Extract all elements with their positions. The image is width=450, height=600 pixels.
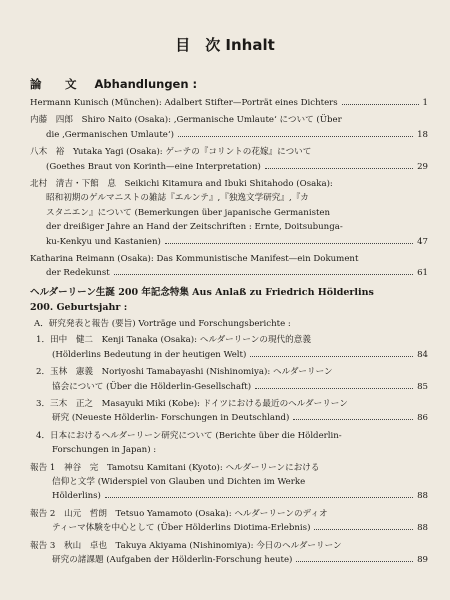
toc-entry: [30, 397, 428, 426]
page-number: 84: [417, 349, 428, 360]
page-title: 目 次 Inhalt: [175, 36, 275, 54]
leader-dots: [178, 136, 413, 137]
toc-entry-text: 2．玉林 憲義 Noriyoshi Tamabayashi (Nishinomiya): ヘルダーリーン: [36, 367, 333, 378]
toc-entry-text: die ‚Germanischen Umlaute‘): [46, 129, 174, 140]
table-of-contents: [30, 70, 428, 570]
page-number: 85: [417, 381, 428, 392]
special-section-heading: [30, 285, 428, 315]
page-number: 86: [417, 413, 428, 424]
toc-entry: [30, 96, 428, 110]
section-title: Abhandlungen :: [94, 77, 198, 91]
toc-entry-text: 報告 3 秋山 卓也 Takuya Akiyama (Nishinomiya): 今日のヘルダーリーン: [30, 540, 342, 551]
toc-entry-line: [30, 489, 428, 503]
toc-entry-line: [36, 411, 428, 425]
page-number: 89: [417, 554, 428, 565]
toc-entry-line: [30, 521, 428, 535]
toc-entry-text: 報告 2 山元 哲朗 Tetsuo Yamamoto (Osaka): ヘルダーリーンのディオ: [30, 508, 328, 519]
toc-entry-text: 内藤 四郎 Shiro Naito (Osaka): ‚Germanische Umlaute‘ について (Über: [30, 115, 342, 126]
toc-entry: [30, 333, 428, 362]
toc-entry-text: 報告 1 神谷 完 Tamotsu Kamitani (Kyoto): ヘルダーリーンにおける: [30, 462, 320, 473]
toc-entry-text: スタニエン』について (Bemerkungen über japanische Germanisten: [46, 207, 331, 218]
leader-dots: [255, 388, 413, 389]
toc-entry: [30, 177, 428, 249]
leader-dots: [114, 274, 413, 275]
leader-dots: [296, 561, 413, 562]
toc-entry: [30, 539, 428, 568]
section-heading-abhandlungen: [30, 75, 428, 93]
page-number: 1: [422, 98, 428, 108]
toc-entry-text: 協会について (Über die Hölderlin-Gesellschaft): [52, 381, 252, 392]
leader-dots: [250, 356, 413, 357]
toc-entry-text: Hermann Kunisch (München): Adalbert Stifter—Porträt eines Dichters: [30, 98, 338, 108]
toc-entry: [30, 252, 428, 281]
toc-entry-text: 3．三木 正之 Masayuki Miki (Kobe): ドイツにおける最近のヘルダーリーン: [36, 398, 348, 409]
toc-entry-line: [30, 553, 428, 567]
toc-entry: [30, 507, 428, 536]
toc-entry-text: 1．田中 健二 Kenji Tanaka (Osaka): ヘルダーリーンの現代的意義: [36, 335, 311, 346]
leader-dots: [293, 419, 413, 420]
toc-entry-text: (Goethes Braut von Korinth—eine Interpretation): [46, 161, 261, 172]
toc-entry-text: (Hölderlins Bedeutung in der heutigen Welt): [52, 349, 247, 360]
leader-dots: [314, 529, 413, 530]
toc-entry: [30, 461, 428, 504]
toc-entry-text: ティーマ体験を中心として (Über Hölderlins Diotima-Erlebnis): [52, 523, 311, 534]
leader-dots: [342, 104, 419, 105]
toc-entry-line: [30, 266, 428, 280]
toc-entry-line: [36, 348, 428, 362]
toc-entry-line: [30, 128, 428, 142]
toc-entry: [30, 145, 428, 174]
toc-entry-text: Hölderlins): [52, 491, 101, 502]
page-number: 88: [417, 491, 428, 502]
toc-entry-text: Katharina Reimann (Osaka): Das Kommunistische Manifest—ein Dokument: [30, 254, 359, 265]
toc-entry: [30, 365, 428, 394]
special-heading-line: ヘルダーリーン生誕 200 年記念特集 Aus Anlaß zu Friedrich Hölderlins: [30, 286, 374, 298]
toc-entry-text: 北村 清吉・下館 息 Seikichi Kitamura and Ibuki Shitahodo (Osaka):: [30, 179, 333, 190]
toc-entry-text: 八木 裕 Yutaka Yagi (Osaka): ゲーテの『コリントの花嫁』について: [30, 147, 312, 158]
page-number: 29: [417, 161, 428, 172]
toc-entry-text: der dreißiger Jahre an Hand der Zeitschriften : Ernte, Doitsubunga-: [46, 222, 343, 233]
toc-entry-line: [30, 160, 428, 174]
toc-entry-text: 4．日本におけるヘルダーリーン研究について (Berichte über die Hölderlin-: [36, 430, 342, 441]
leader-dots: [265, 168, 413, 169]
section-label: 論 文: [30, 77, 83, 91]
toc-entry-text: 昭和初期のゲルマニストの雑誌『エルンテ』,『独逸文学研究』,『カ: [46, 193, 309, 204]
leader-dots: [165, 243, 413, 244]
toc-entry-line: [36, 380, 428, 394]
toc-entry-text: Forschungen in Japan) :: [52, 445, 157, 456]
page-number: 61: [417, 268, 428, 279]
toc-entry-text: 研究 (Neueste Hölderlin- Forschungen in Deutschland): [52, 413, 290, 424]
special-heading-line: 200. Geburtsjahr :: [30, 301, 128, 313]
toc-entry-line: [30, 235, 428, 249]
page-number: 88: [417, 523, 428, 534]
toc-entry-text: 研究の諸課題 (Aufgaben der Hölderlin-Forschung heute): [52, 554, 293, 565]
page-number: 18: [417, 129, 428, 140]
toc-entry-line: [30, 96, 428, 110]
leader-dots: [105, 497, 413, 498]
toc-entry-text: der Redekunst: [46, 268, 110, 279]
page-number: 47: [417, 236, 428, 247]
toc-entry-text: 信仰と文学 (Widerspiel von Glauben und Dichten im Werke: [52, 476, 306, 487]
toc-entry: [30, 429, 428, 458]
subsection-heading: A．研究発表と報告 (要旨) Vorträge und Forschungsberichte :: [34, 318, 291, 329]
toc-entry: [30, 113, 428, 142]
toc-entry-text: ku-Kenkyu und Kastanien): [46, 236, 161, 247]
